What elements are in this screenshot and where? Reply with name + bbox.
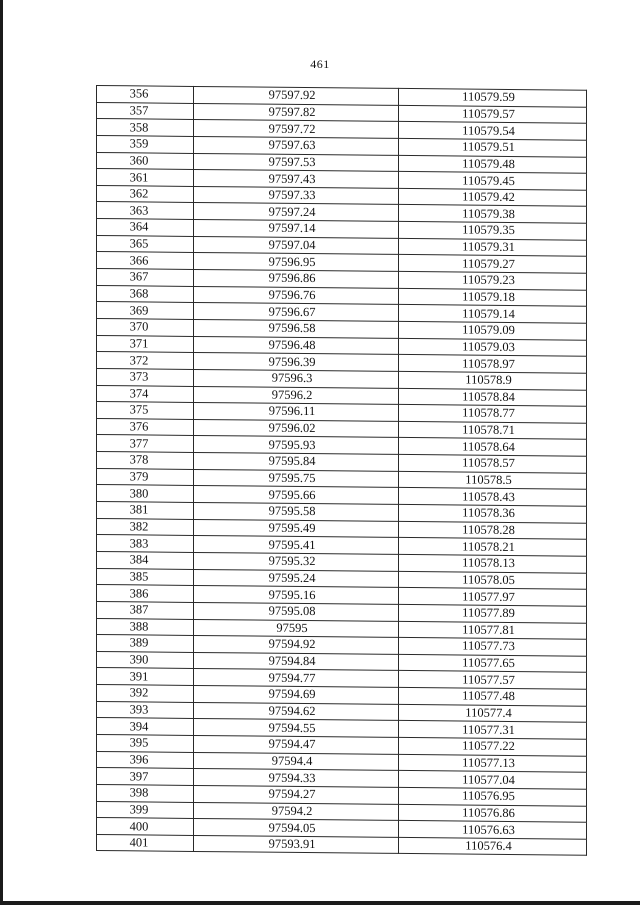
y-coordinate-cell: 110576.86 <box>399 804 587 822</box>
point-number-cell: 385 <box>97 568 194 586</box>
y-coordinate-cell: 110578.64 <box>399 438 587 456</box>
y-coordinate-cell: 110579.09 <box>399 321 587 339</box>
x-coordinate-cell: 97595.66 <box>194 486 399 505</box>
point-number-cell: 386 <box>97 585 194 603</box>
y-coordinate-cell: 110578.05 <box>399 571 587 589</box>
point-number-cell: 366 <box>97 252 194 270</box>
x-coordinate-cell: 97595.16 <box>194 586 399 605</box>
x-coordinate-cell: 97597.92 <box>194 86 399 105</box>
point-number-cell: 394 <box>97 718 194 736</box>
point-number-cell: 370 <box>97 318 194 336</box>
point-number-cell: 391 <box>97 668 194 686</box>
y-coordinate-cell: 110579.42 <box>399 188 587 206</box>
x-coordinate-cell: 97596.02 <box>194 419 399 438</box>
x-coordinate-cell: 97597.82 <box>194 103 399 122</box>
y-coordinate-cell: 110578.5 <box>399 471 587 489</box>
point-number-cell: 374 <box>97 385 194 403</box>
point-number-cell: 372 <box>97 352 194 370</box>
x-coordinate-cell: 97595.84 <box>194 453 399 472</box>
x-coordinate-cell: 97595.24 <box>194 569 399 588</box>
point-number-cell: 388 <box>97 618 194 636</box>
point-number-cell: 397 <box>97 768 194 786</box>
point-number-cell: 401 <box>97 834 194 852</box>
x-coordinate-cell: 97594.4 <box>194 752 399 771</box>
point-number-cell: 390 <box>97 651 194 669</box>
point-number-cell: 357 <box>97 102 194 120</box>
x-coordinate-cell: 97595.58 <box>194 502 399 521</box>
point-number-cell: 382 <box>97 518 194 536</box>
y-coordinate-cell: 110579.48 <box>399 155 587 173</box>
point-number-cell: 400 <box>97 818 194 836</box>
x-coordinate-cell: 97594.62 <box>194 702 399 721</box>
x-coordinate-cell: 97597.63 <box>194 136 399 155</box>
x-coordinate-cell: 97595.49 <box>194 519 399 538</box>
x-coordinate-cell: 97597.04 <box>194 236 399 255</box>
point-number-cell: 373 <box>97 368 194 386</box>
x-coordinate-cell: 97597.53 <box>194 153 399 172</box>
y-coordinate-cell: 110577.48 <box>399 687 587 705</box>
point-number-cell: 378 <box>97 452 194 470</box>
x-coordinate-cell: 97595.41 <box>194 536 399 555</box>
x-coordinate-cell: 97594.69 <box>194 685 399 704</box>
y-coordinate-cell: 110578.43 <box>399 488 587 506</box>
point-number-cell: 376 <box>97 418 194 436</box>
coordinate-table <box>96 85 587 856</box>
coordinate-table-body <box>97 86 587 856</box>
point-number-cell: 384 <box>97 551 194 569</box>
y-coordinate-cell: 110576.63 <box>399 821 587 839</box>
y-coordinate-cell: 110577.13 <box>399 754 587 772</box>
y-coordinate-cell: 110579.51 <box>399 138 587 156</box>
point-number-cell: 399 <box>97 801 194 819</box>
y-coordinate-cell: 110579.31 <box>399 238 587 256</box>
point-number-cell: 371 <box>97 335 194 353</box>
x-coordinate-cell: 97597.43 <box>194 170 399 189</box>
y-coordinate-cell: 110578.28 <box>399 521 587 539</box>
point-number-cell: 398 <box>97 784 194 802</box>
point-number-cell: 358 <box>97 119 194 137</box>
point-number-cell: 360 <box>97 152 194 170</box>
x-coordinate-cell: 97597.24 <box>194 203 399 222</box>
point-number-cell: 365 <box>97 235 194 253</box>
point-number-cell: 368 <box>97 285 194 303</box>
point-number-cell: 389 <box>97 635 194 653</box>
x-coordinate-cell: 97596.58 <box>194 319 399 338</box>
y-coordinate-cell: 110578.77 <box>399 405 587 423</box>
x-coordinate-cell: 97594.55 <box>194 719 399 738</box>
point-number-cell: 375 <box>97 402 194 420</box>
x-coordinate-cell: 97597.72 <box>194 120 399 139</box>
x-coordinate-cell: 97594.77 <box>194 669 399 688</box>
y-coordinate-cell: 110578.36 <box>399 504 587 522</box>
y-coordinate-cell: 110577.57 <box>399 671 587 689</box>
x-coordinate-cell: 97596.11 <box>194 403 399 422</box>
y-coordinate-cell: 110578.13 <box>399 554 587 572</box>
point-number-cell: 383 <box>97 535 194 553</box>
x-coordinate-cell: 97597.14 <box>194 220 399 239</box>
point-number-cell: 364 <box>97 219 194 237</box>
y-coordinate-cell: 110578.97 <box>399 355 587 373</box>
x-coordinate-cell: 97594.27 <box>194 785 399 804</box>
point-number-cell: 380 <box>97 485 194 503</box>
x-coordinate-cell: 97596.67 <box>194 303 399 322</box>
y-coordinate-cell: 110579.59 <box>399 88 587 106</box>
y-coordinate-cell: 110577.81 <box>399 621 587 639</box>
y-coordinate-cell: 110579.38 <box>399 205 587 223</box>
x-coordinate-cell: 97597.33 <box>194 186 399 205</box>
y-coordinate-cell: 110577.31 <box>399 721 587 739</box>
x-coordinate-cell: 97595.32 <box>194 552 399 571</box>
y-coordinate-cell: 110577.97 <box>399 588 587 606</box>
point-number-cell: 393 <box>97 701 194 719</box>
y-coordinate-cell: 110576.95 <box>399 787 587 805</box>
point-number-cell: 369 <box>97 302 194 320</box>
x-coordinate-cell: 97594.92 <box>194 636 399 655</box>
point-number-cell: 361 <box>97 169 194 187</box>
point-number-cell: 381 <box>97 502 194 520</box>
y-coordinate-cell: 110579.18 <box>399 288 587 306</box>
y-coordinate-cell: 110577.65 <box>399 654 587 672</box>
y-coordinate-cell: 110578.21 <box>399 538 587 556</box>
x-coordinate-cell: 97594.84 <box>194 652 399 671</box>
point-number-cell: 359 <box>97 135 194 153</box>
y-coordinate-cell: 110578.84 <box>399 388 587 406</box>
point-number-cell: 377 <box>97 435 194 453</box>
y-coordinate-cell: 110579.14 <box>399 305 587 323</box>
x-coordinate-cell: 97596.3 <box>194 369 399 388</box>
y-coordinate-cell: 110578.9 <box>399 371 587 389</box>
point-number-cell: 379 <box>97 468 194 486</box>
point-number-cell: 367 <box>97 269 194 287</box>
y-coordinate-cell: 110579.57 <box>399 105 587 123</box>
coordinate-table-wrapper <box>96 85 586 856</box>
y-coordinate-cell: 110577.22 <box>399 737 587 755</box>
y-coordinate-cell: 110579.35 <box>399 222 587 240</box>
x-coordinate-cell: 97594.33 <box>194 769 399 788</box>
y-coordinate-cell: 110578.71 <box>399 421 587 439</box>
y-coordinate-cell: 110577.89 <box>399 604 587 622</box>
x-coordinate-cell: 97596.86 <box>194 269 399 288</box>
x-coordinate-cell: 97595.08 <box>194 602 399 621</box>
x-coordinate-cell: 97594.05 <box>194 819 399 838</box>
y-coordinate-cell: 110577.4 <box>399 704 587 722</box>
point-number-cell: 356 <box>97 86 194 104</box>
point-number-cell: 395 <box>97 734 194 752</box>
point-number-cell: 396 <box>97 751 194 769</box>
y-coordinate-cell: 110577.04 <box>399 771 587 789</box>
page-number: 461 <box>310 57 330 71</box>
x-coordinate-cell: 97596.39 <box>194 353 399 372</box>
y-coordinate-cell: 110578.57 <box>399 454 587 472</box>
y-coordinate-cell: 110576.4 <box>399 837 587 855</box>
x-coordinate-cell: 97595.93 <box>194 436 399 455</box>
y-coordinate-cell: 110579.03 <box>399 338 587 356</box>
x-coordinate-cell: 97595 <box>194 619 399 638</box>
x-coordinate-cell: 97596.48 <box>194 336 399 355</box>
point-number-cell: 362 <box>97 185 194 203</box>
x-coordinate-cell: 97596.95 <box>194 253 399 272</box>
x-coordinate-cell: 97596.2 <box>194 386 399 405</box>
y-coordinate-cell: 110579.45 <box>399 172 587 190</box>
point-number-cell: 387 <box>97 601 194 619</box>
x-coordinate-cell: 97595.75 <box>194 469 399 488</box>
point-number-cell: 363 <box>97 202 194 220</box>
x-coordinate-cell: 97596.76 <box>194 286 399 305</box>
y-coordinate-cell: 110579.54 <box>399 122 587 140</box>
x-coordinate-cell: 97593.91 <box>194 835 399 854</box>
y-coordinate-cell: 110579.23 <box>399 271 587 289</box>
x-coordinate-cell: 97594.2 <box>194 802 399 821</box>
y-coordinate-cell: 110577.73 <box>399 638 587 656</box>
y-coordinate-cell: 110579.27 <box>399 255 587 273</box>
x-coordinate-cell: 97594.47 <box>194 735 399 754</box>
point-number-cell: 392 <box>97 685 194 703</box>
